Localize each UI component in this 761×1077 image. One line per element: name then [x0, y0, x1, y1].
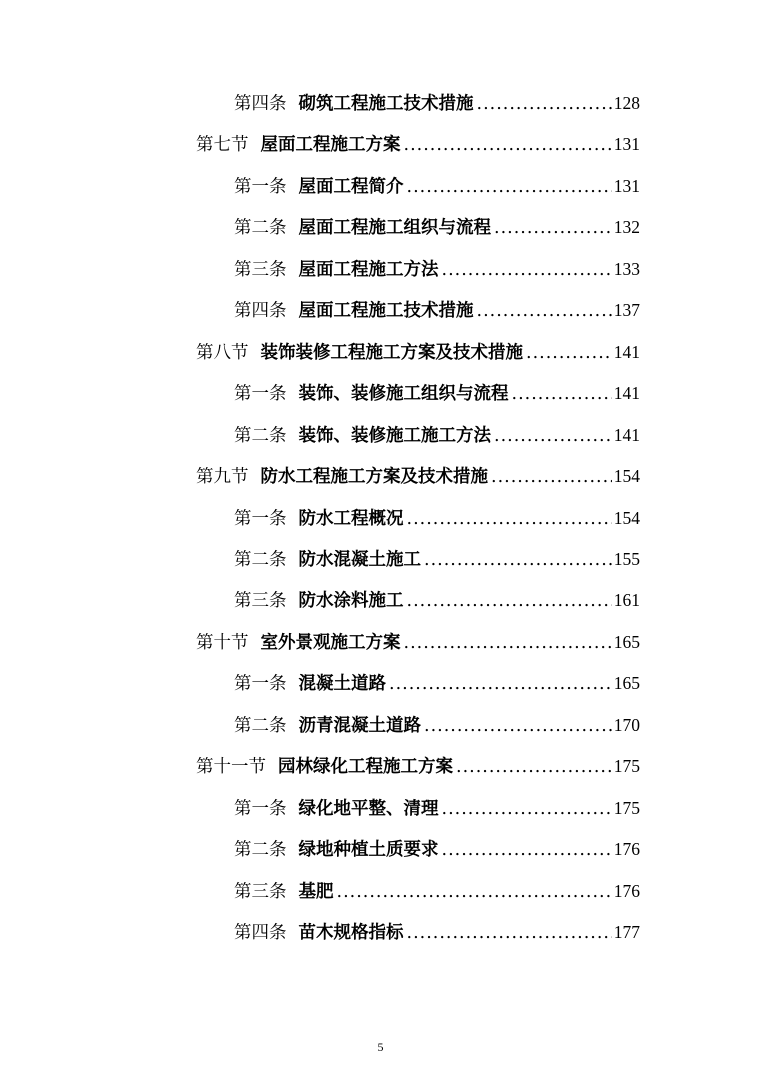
toc-entry-label: 第九节 [196, 467, 249, 488]
toc-dot-leader [526, 338, 612, 368]
toc-entry-label: 第二条 [234, 218, 287, 239]
toc-entry-page-number: 165 [613, 631, 640, 652]
toc-entry-label: 第四条 [234, 94, 287, 114]
toc-entry-label: 第三条 [234, 259, 287, 280]
toc-entry-label: 第二条 [234, 549, 287, 570]
toc-entry-page-number: 132 [613, 217, 640, 238]
toc-section-entry[interactable] [196, 627, 640, 657]
toc-dot-leader [477, 89, 612, 119]
toc-entry-page-number: 175 [613, 756, 640, 777]
toc-section-entry[interactable] [196, 337, 640, 367]
toc-entry-title: 屋面工程施工方法 [298, 259, 439, 280]
toc-dot-leader [404, 628, 612, 658]
toc-entry-title: 沥青混凝土道路 [298, 715, 421, 736]
toc-dot-leader [442, 835, 612, 865]
toc-entry-label: 第一条 [234, 508, 287, 529]
toc-section-entry[interactable] [196, 751, 640, 781]
toc-section-entry[interactable] [196, 461, 640, 491]
toc-entry-page-number: 141 [613, 341, 640, 362]
toc-entry-title: 装饰装修工程施工方案及技术措施 [260, 342, 523, 363]
toc-entry-title: 防水涂料施工 [298, 591, 404, 612]
toc-dot-leader [477, 296, 612, 326]
toc-entry-title: 混凝土道路 [298, 674, 386, 695]
toc-entry-title: 绿化地平整、清理 [298, 798, 439, 819]
toc-entry-label: 第一条 [234, 798, 287, 819]
toc-article-entry[interactable] [234, 793, 640, 823]
toc-dot-leader [407, 586, 612, 616]
toc-entry-label: 第三条 [234, 881, 287, 902]
toc-article-entry[interactable] [234, 420, 640, 450]
toc-entry-page-number: 176 [613, 839, 640, 860]
toc-article-entry[interactable] [234, 171, 640, 201]
toc-article-entry[interactable] [234, 710, 640, 740]
toc-entry-page-number: 175 [613, 797, 640, 818]
toc-article-entry[interactable] [234, 917, 640, 947]
toc-entry-title: 砌筑工程施工技术措施 [298, 94, 474, 114]
toc-dot-leader [407, 918, 612, 948]
toc-entry-page-number: 141 [613, 383, 640, 404]
toc-dot-leader [494, 213, 612, 243]
toc-entry-title: 屋面工程施工组织与流程 [298, 218, 491, 239]
toc-dot-leader [442, 794, 612, 824]
toc-article-entry[interactable] [234, 88, 640, 118]
toc-entry-label: 第一条 [234, 176, 287, 197]
toc-dot-leader [424, 711, 612, 741]
toc-entry-title: 苗木规格指标 [298, 923, 404, 943]
toc-entry-title: 屋面工程简介 [298, 176, 404, 197]
toc-entry-title: 装饰、装修施工施工方法 [298, 425, 491, 446]
toc-entry-title: 屋面工程施工方案 [260, 135, 401, 156]
toc-entry-label: 第二条 [234, 715, 287, 736]
toc-entry-page-number: 177 [613, 922, 640, 942]
toc-article-entry[interactable] [234, 544, 640, 574]
toc-entry-label: 第一条 [234, 674, 287, 695]
toc-dot-leader [456, 752, 612, 782]
toc-article-entry[interactable] [234, 254, 640, 284]
toc-article-entry[interactable] [234, 503, 640, 533]
toc-entry-title: 装饰、装修施工组织与流程 [298, 384, 509, 405]
toc-entry-label: 第二条 [234, 840, 287, 861]
toc-dot-leader [491, 462, 612, 492]
toc-entry-label: 第十节 [196, 632, 249, 653]
toc-entry-page-number: 128 [613, 93, 640, 113]
toc-entry-title: 防水工程概况 [298, 508, 404, 529]
toc-article-entry[interactable] [234, 212, 640, 242]
toc-entry-page-number: 154 [613, 466, 640, 487]
toc-dot-leader [442, 255, 612, 285]
toc-article-entry[interactable] [234, 834, 640, 864]
toc-entry-title: 基肥 [298, 881, 334, 902]
toc-entry-label: 第十一节 [196, 757, 266, 778]
toc-dot-leader [337, 877, 612, 907]
toc-article-entry[interactable] [234, 585, 640, 615]
toc-entry-label: 第一条 [234, 384, 287, 405]
toc-entry-label: 第四条 [234, 923, 287, 943]
toc-dot-leader [512, 379, 612, 409]
toc-entry-page-number: 154 [613, 507, 640, 528]
toc-entry-page-number: 141 [613, 424, 640, 445]
toc-article-entry[interactable] [234, 668, 640, 698]
toc-entry-page-number: 131 [613, 175, 640, 196]
toc-entry-label: 第三条 [234, 591, 287, 612]
toc-entry-page-number: 133 [613, 258, 640, 279]
toc-entry-title: 绿地种植土质要求 [298, 840, 439, 861]
toc-entry-page-number: 176 [613, 880, 640, 901]
toc-entry-page-number: 170 [613, 714, 640, 735]
toc-entry-title: 屋面工程施工技术措施 [298, 301, 474, 322]
toc-dot-leader [407, 172, 612, 202]
toc-entry-label: 第四条 [234, 301, 287, 322]
toc-entry-label: 第八节 [196, 342, 249, 363]
toc-entry-page-number: 131 [613, 134, 640, 155]
toc-article-entry[interactable] [234, 295, 640, 325]
page-number: 5 [377, 1040, 384, 1054]
toc-dot-leader [407, 504, 612, 534]
toc-entry-label: 第七节 [196, 135, 249, 156]
toc-dot-leader [424, 545, 612, 575]
toc-entry-title: 防水混凝土施工 [298, 549, 421, 570]
toc-dot-leader [404, 130, 612, 160]
toc-article-entry[interactable] [234, 378, 640, 408]
toc-entry-label: 第二条 [234, 425, 287, 446]
toc-dot-leader [494, 421, 612, 451]
toc-dot-leader [389, 669, 612, 699]
toc-entry-page-number: 165 [613, 673, 640, 694]
toc-entry-title: 园林绿化工程施工方案 [278, 757, 453, 778]
toc-entry-page-number: 161 [613, 590, 640, 611]
toc-entry-page-number: 137 [613, 300, 640, 321]
toc-article-entry[interactable] [234, 876, 640, 906]
toc-entry-page-number: 155 [613, 548, 640, 569]
toc-section-entry[interactable] [196, 129, 640, 159]
toc-entry-title: 防水工程施工方案及技术措施 [260, 467, 488, 488]
toc-entry-title: 室外景观施工方案 [260, 632, 401, 653]
